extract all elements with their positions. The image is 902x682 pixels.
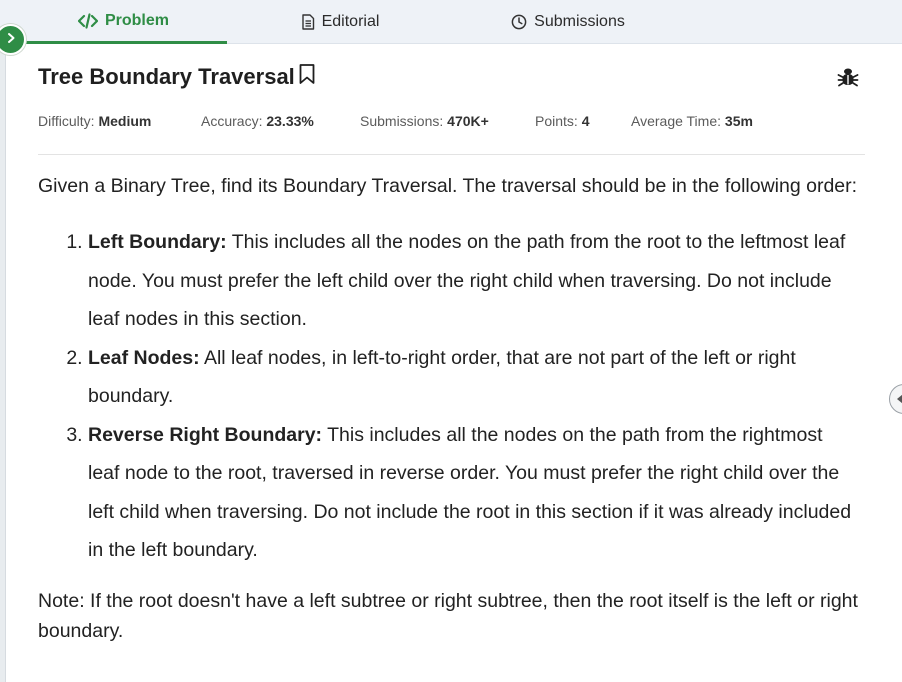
- tab-problem[interactable]: [20, 0, 227, 44]
- list-item: [88, 339, 858, 416]
- chevron-left-icon: [897, 394, 902, 404]
- document-icon: [301, 14, 315, 30]
- stat-average-time-value: 35m: [724, 113, 753, 129]
- collapse-panel-button[interactable]: [889, 384, 902, 414]
- stat-submissions: [360, 113, 535, 129]
- stat-difficulty-value: Medium: [98, 113, 152, 129]
- stat-difficulty-label: Difficulty:: [38, 113, 95, 129]
- left-panel-edge: [0, 44, 6, 682]
- rule-text: All leaf nodes, in left-to-right order, that are not part of the left or right boundary.: [88, 346, 796, 407]
- chevron-right-icon: [5, 31, 17, 49]
- expand-panel-button[interactable]: [0, 24, 26, 55]
- stat-points: [535, 113, 631, 129]
- problem-description: [38, 171, 858, 646]
- tab-bar: [0, 0, 902, 44]
- tab-submissions-label: Submissions: [534, 13, 625, 30]
- stat-submissions-label: Submissions:: [360, 113, 444, 129]
- tab-editorial[interactable]: [240, 0, 440, 44]
- stat-average-time-label: Average Time:: [631, 113, 722, 129]
- rule-heading: Reverse Right Boundary:: [88, 423, 323, 446]
- rule-heading: Leaf Nodes:: [88, 346, 200, 369]
- rule-text: This includes all the nodes on the path from the rightmost leaf node to the root, traversed in reverse order. You must prefer the right child over the left child when traversing. Do not include the root in this section if it was already included in the left boundary.: [88, 423, 852, 561]
- stat-accuracy: [201, 113, 360, 129]
- stat-accuracy-label: Accuracy:: [201, 113, 263, 129]
- stat-points-label: Points:: [535, 113, 578, 129]
- problem-title: Tree Boundary Traversal: [38, 64, 295, 89]
- clock-icon: [511, 14, 527, 30]
- divider: [38, 154, 865, 155]
- tab-problem-label: Problem: [104, 11, 169, 29]
- stat-submissions-value: 470K+: [447, 113, 489, 129]
- stat-accuracy-value: 23.33%: [266, 113, 314, 129]
- tab-submissions[interactable]: [468, 0, 668, 44]
- code-icon: [78, 13, 98, 29]
- list-item: [88, 416, 858, 570]
- rule-heading: Left Boundary:: [88, 231, 227, 253]
- problem-stats: [38, 113, 753, 129]
- description-intro: Given a Binary Tree, find its Boundary Traversal. The traversal should be in the following order:: [38, 175, 858, 197]
- stat-difficulty: [38, 113, 201, 129]
- traversal-rules-list: [38, 223, 858, 570]
- stat-points-value: 4: [581, 113, 590, 129]
- bookmark-icon[interactable]: [298, 63, 316, 91]
- page-title: [38, 63, 316, 91]
- stat-average-time: [631, 113, 753, 129]
- list-item: [88, 223, 858, 339]
- bug-icon[interactable]: [837, 66, 859, 93]
- rule-text: This includes all the nodes on the path from the root to the leftmost leaf node. You must prefer the left child over the right child when traversing. Do not include leaf nodes in this section.: [88, 231, 846, 330]
- description-note: Note: If the root doesn't have a left subtree or right subtree, then the root itself is the left or right boundary.: [38, 589, 858, 642]
- tab-editorial-label: Editorial: [321, 13, 380, 30]
